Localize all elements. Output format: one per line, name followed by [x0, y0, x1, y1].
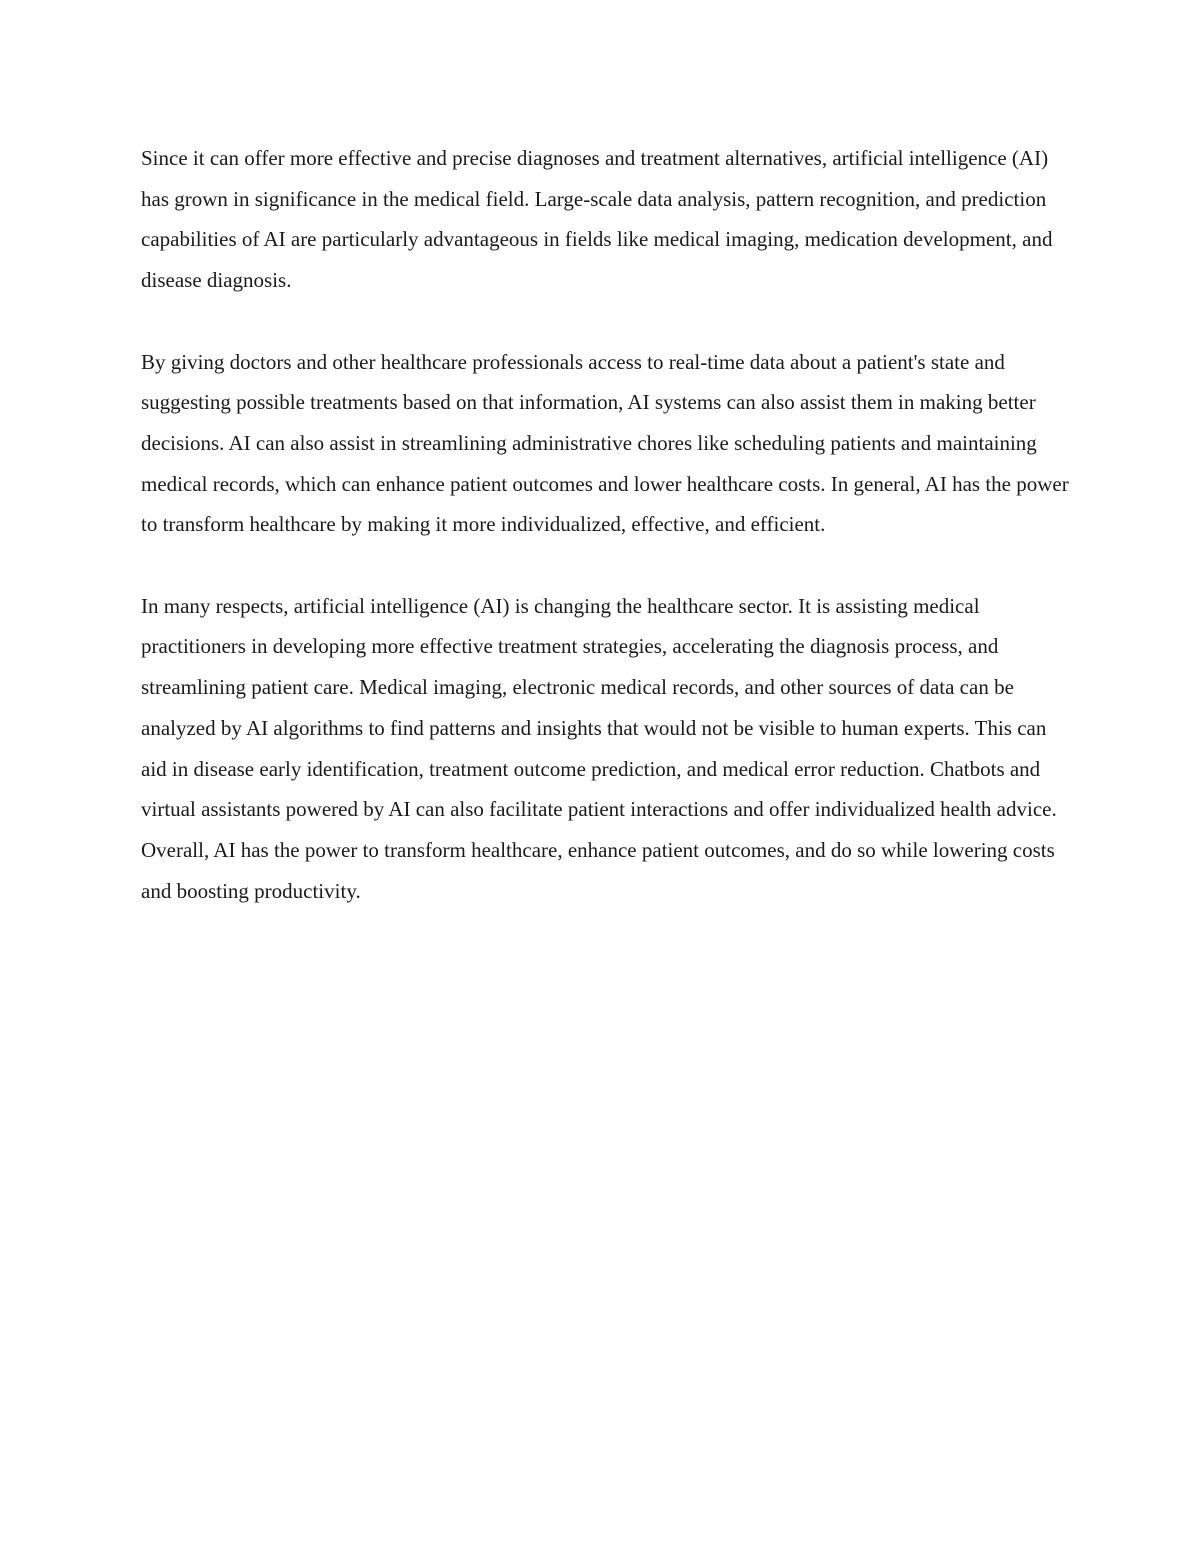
paragraph-2: By giving doctors and other healthcare professionals access to real-time data about a patient's state and suggesting possible treatments based on that information, AI systems can also assist them in making better decisions. AI can also assist in streamlining administrative chores like scheduling patients and maintaining medical records, which can enhance patient outcomes and lower healthcare costs. In general, AI has the power to transform healthcare by making it more individualized, effective, and efficient. [141, 349, 1069, 537]
paragraph-1: Since it can offer more effective and precise diagnoses and treatment alternatives, artificial intelligence (AI) has grown in significance in the medical field. Large-scale data analysis, pattern recognition, and prediction capabilities of AI are particularly advantageous in fields like medical imaging, medication development, and disease diagnosis. [141, 146, 1053, 293]
document-body [141, 138, 1071, 911]
paragraph-3: In many respects, artificial intelligence (AI) is changing the healthcare sector. It is assisting medical practitioners in developing more effective treatment strategies, accelerating the diagnosis process, and streamlining patient care. Medical imaging, electronic medical records, and other sources of data can be analyzed by AI algorithms to find patterns and insights that would not be visible to human experts. This can aid in disease early identification, treatment outcome prediction, and medical error reduction. Chatbots and virtual assistants powered by AI can also facilitate patient interactions and offer individualized health advice. Overall, AI has the power to transform healthcare, enhance patient outcomes, and do so while lowering costs and boosting productivity. [141, 593, 1057, 903]
